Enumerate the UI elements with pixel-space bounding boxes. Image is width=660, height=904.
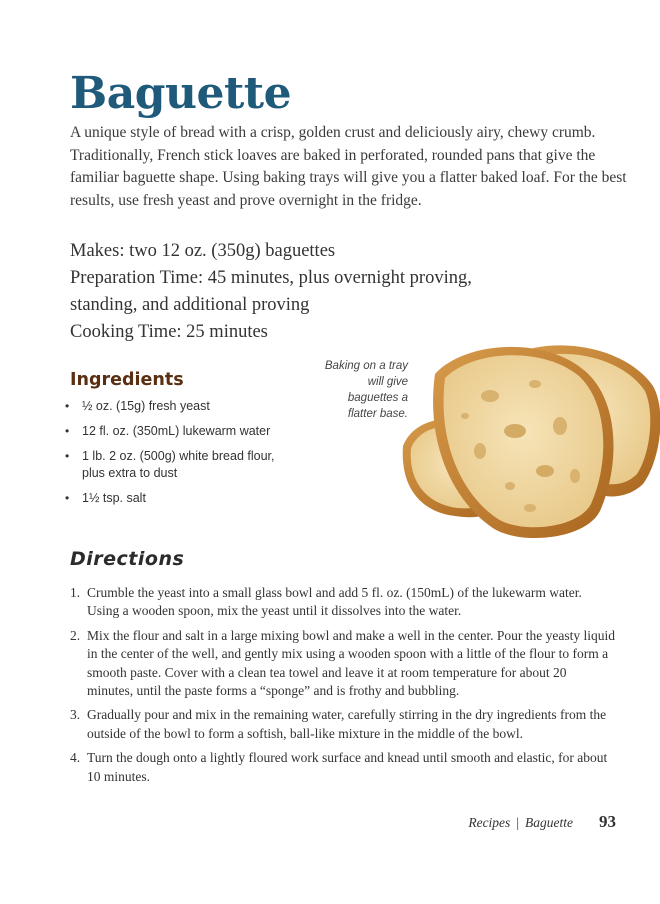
image-caption: Baking on a tray will give baguettes a flatter base. bbox=[324, 360, 408, 420]
ingredient-item: • 1 lb. 2 oz. (500g) white bread flour, plus extra to dust bbox=[65, 449, 275, 480]
bullet-icon: • bbox=[65, 424, 70, 438]
direction-step bbox=[70, 584, 615, 621]
page-number: 93 bbox=[599, 812, 616, 831]
makes-line: Makes: two 12 oz. (350g) baguettes bbox=[70, 241, 336, 261]
prep-time-line: Preparation Time: 45 minutes, plus overnight proving, standing, and additional proving bbox=[70, 268, 472, 315]
footer-recipe: Baguette bbox=[525, 815, 573, 830]
footer-separator: | bbox=[516, 815, 520, 830]
step-text: Crumble the yeast into a small glass bowl and add 5 fl. oz. (150mL) of the lukewarm water. Using a wooden spoon, mix the yeast until it dissolves into the water. bbox=[87, 585, 582, 619]
page-footer bbox=[468, 812, 616, 832]
bullet-icon: • bbox=[65, 399, 70, 413]
ingredients-heading: Ingredients bbox=[70, 370, 184, 390]
direction-step bbox=[70, 627, 615, 701]
bullet-icon: • bbox=[65, 449, 70, 463]
step-text: Gradually pour and mix in the remaining water, carefully stirring in the dry ingredients from the outside of the bowl to form a softish, ball-like mixture in the middle of the bowl. bbox=[87, 707, 607, 741]
step-text: Mix the flour and salt in a large mixing bowl and make a well in the center. Pour the yeasty liquid in the center of the well, and gently mix using a wooden spoon with a little of the flour to form a smooth paste. Cover with a clean tea towel and leave it at room temperature for about 20 minutes, until the paste forms a “sponge” and is frothy and bubbling. bbox=[87, 627, 616, 699]
cook-time-line: Cooking Time: 25 minutes bbox=[70, 322, 268, 342]
footer-section: Recipes bbox=[468, 815, 511, 830]
baguette-slices-image bbox=[395, 336, 660, 546]
step-number: 3. bbox=[70, 707, 81, 723]
direction-step bbox=[70, 749, 615, 786]
step-text: Turn the dough onto a lightly floured work surface and knead until smooth and elastic, for about 10 minutes. bbox=[87, 750, 608, 784]
ingredient-item: • 12 fl. oz. (350mL) lukewarm water bbox=[65, 424, 271, 438]
ingredient-item: • ½ oz. (15g) fresh yeast bbox=[65, 399, 210, 413]
bullet-icon: • bbox=[65, 491, 70, 505]
step-number: 4. bbox=[70, 750, 81, 766]
ingredient-item: • 1½ tsp. salt bbox=[65, 491, 146, 505]
page-title: Baguette bbox=[70, 68, 292, 119]
directions-heading: Directions bbox=[70, 548, 185, 570]
direction-step bbox=[70, 706, 615, 743]
intro-paragraph: A unique style of bread with a crisp, golden crust and deliciously airy, chewy crumb. Traditionally, French stick loaves are baked in perforated, rounded pans that give the familiar baguette shape. Using baking trays will give you a flatter baked loaf. For the best results, use fresh yeast and prove overnight in the fridge. bbox=[70, 124, 627, 209]
step-number: 2. bbox=[70, 627, 81, 643]
step-number: 1. bbox=[70, 585, 81, 600]
directions-list bbox=[70, 584, 615, 792]
recipe-meta bbox=[70, 238, 540, 346]
ingredients-list bbox=[62, 398, 292, 515]
